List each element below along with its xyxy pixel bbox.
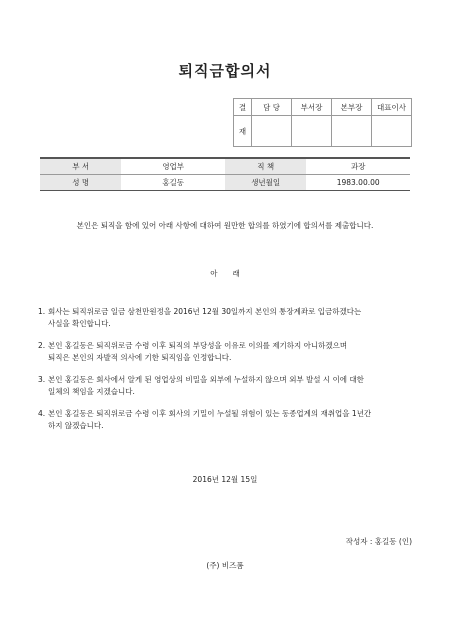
value-position: 과장 bbox=[306, 158, 410, 175]
signature-cell bbox=[372, 116, 412, 147]
item-line: 본인 홍길동은 회사에서 알게 된 영업상의 비밀을 외부에 누설하지 않으며 외부 발설 시 이에 대한 bbox=[48, 375, 364, 384]
item-line: 사실을 확인합니다. bbox=[48, 319, 111, 328]
approval-header-ceo: 대표이사 bbox=[372, 99, 412, 116]
label-position: 직 책 bbox=[225, 158, 306, 175]
value-department: 영업부 bbox=[121, 158, 225, 175]
value-name: 홍길동 bbox=[121, 175, 225, 191]
item-number: 3. bbox=[38, 375, 46, 384]
section-heading: 아 래 bbox=[210, 269, 240, 278]
approval-label-top: 결 bbox=[234, 99, 252, 116]
list-item bbox=[38, 340, 418, 364]
employee-info-table bbox=[40, 157, 410, 191]
approval-box bbox=[233, 98, 412, 147]
item-number: 4. bbox=[38, 409, 46, 418]
intro-text: 본인은 퇴직을 함에 있어 아래 사항에 대하여 원만한 합의를 하였기에 합의서를 제출합니다. bbox=[76, 221, 374, 230]
writer-signature-line: 작성자 : 홍길동 (인) bbox=[345, 537, 412, 546]
item-line: 퇴직은 본인의 자발적 의사에 기한 퇴직임을 인정합니다. bbox=[48, 353, 232, 362]
agreement-items bbox=[38, 306, 418, 442]
item-line: 본인 홍길동은 퇴직위로금 수령 이후 회사의 기밀이 누설될 위험이 있는 동종업계의 재취업을 1년간 bbox=[48, 409, 372, 418]
item-line: 하지 않겠습니다. bbox=[48, 421, 104, 430]
label-department: 부 서 bbox=[40, 158, 121, 175]
item-line: 회사는 퇴직위로금 일금 삼천만원정을 2016년 12월 30일까지 본인의 통장계좌로 입금하겠다는 bbox=[48, 307, 362, 316]
item-number: 2. bbox=[38, 341, 46, 350]
signature-cell bbox=[332, 116, 372, 147]
approval-header-manager: 담 당 bbox=[252, 99, 292, 116]
info-row bbox=[40, 158, 410, 175]
document-date: 2016년 12월 15일 bbox=[192, 475, 258, 484]
item-line: 일체의 책임을 지겠습니다. bbox=[48, 387, 135, 396]
approval-header-dept-head: 부서장 bbox=[292, 99, 332, 116]
value-birthdate: 1983.00.00 bbox=[306, 175, 410, 191]
document-title: 퇴직금합의서 bbox=[178, 62, 272, 80]
list-item bbox=[38, 374, 418, 398]
info-row bbox=[40, 175, 410, 191]
item-line: 본인 홍길동은 퇴직위로금 수령 이후 퇴직의 부당성을 이유로 이의를 제기하지 아니하겠으며 bbox=[48, 341, 348, 350]
label-name: 성 명 bbox=[40, 175, 121, 191]
label-birthdate: 생년월일 bbox=[225, 175, 306, 191]
signature-cell bbox=[252, 116, 292, 147]
signature-cell bbox=[292, 116, 332, 147]
approval-label-bottom: 재 bbox=[234, 116, 252, 147]
list-item bbox=[38, 306, 418, 330]
approval-header-division-head: 본부장 bbox=[332, 99, 372, 116]
item-number: 1. bbox=[38, 307, 46, 316]
list-item bbox=[38, 408, 418, 432]
company-name: (주) 비즈폼 bbox=[206, 561, 244, 570]
